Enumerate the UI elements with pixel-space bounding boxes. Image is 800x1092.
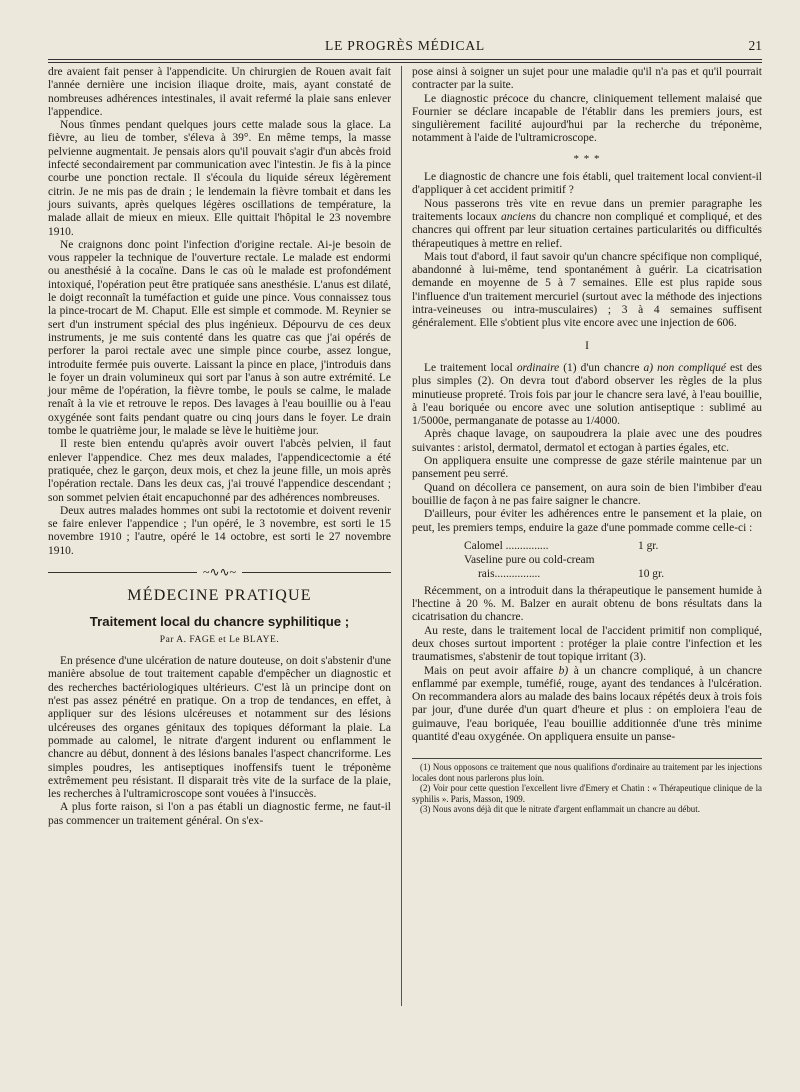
- emphasis: a): [643, 361, 654, 374]
- paragraph: Ne craignons donc point l'infection d'origine rectale. Ai-je besoin de vous rappeler la technique de l'ouverture rectale. Le malade est endormi ou anesthésié à la cocaïne. Dans le cas où le malade est profondément intoxiqué, l'opération peut être pratiquée sans anesthésie. L'anus est dilaté, le doigt reconnaît la tuméfaction et guide une pince. Vous connaissez tous la pince-trocart de M. Chaput. Elle est simple et commode. M. Reynier se sert d'un instrument spécial des plus ingénieux. Dépourvu de ces deux instruments, je me suis contenté dans les quatre cas que j'ai opérés de perforer la paroi rectale avec une simple pince courbe, assez longue, introduite fermée puis ouverte. Laissant la pince en place, j'introduis dans le foyer un drain volumineux qui sort par l'anus à son autre extrémité. Le jour même de l'opération, la fièvre tombe, le pouls se calme, le malade renaît à la vie et retrouve le repos. Des lavages à l'eau bouillie ou à l'eau oxygénée sont faits pendant quatre ou cinq jours dans le foyer. Le drain tombe le quatrième jour, le malade se lève le huitième jour.: [48, 238, 391, 438]
- paragraph: Le diagnostic précoce du chancre, cliniquement tellement malaisé que Fournier se déclare incapable de l'établir dans les premiers jours, est singulièrement facilité aujourd'hui par la recherche du tréponème, notamment à l'aide de l'ultramicroscope.: [412, 92, 762, 145]
- text-run: (1) d'un chancre: [559, 361, 644, 374]
- paragraph: Quand on décollera ce pansement, on aura soin de bien l'imbiber d'eau bouillie de façon à ne pas faire saigner le chancre.: [412, 481, 762, 507]
- ingredient-name: rais................: [478, 567, 541, 580]
- paragraph: [412, 665, 762, 745]
- paragraph: Mais tout d'abord, il faut savoir qu'un chancre spécifique non compliqué, abandonné à lui-même, tend spontanément à guérir. La cicatrisation demande en moyenne de 5 à 7 semaines. Elle est plus rapide sous l'influence d'un traitement mercuriel (surtout avec la méthode des injections intra-veineuses ou intra-musculaires) ; 3 à 4 semaines suffisent généralement. Elle s'obtient plus vite encore avec une injection de 606.: [412, 250, 762, 330]
- ingredient-name: Calomel ...............: [464, 539, 549, 552]
- paragraph: D'ailleurs, pour éviter les adhérences entre le pansement et la plaie, on peut, les premiers temps, enduire la gaze d'une pommade comme celle-ci :: [412, 508, 762, 534]
- formula-row: [464, 553, 762, 567]
- section-title: MÉDECINE PRATIQUE: [127, 587, 312, 605]
- paragraph: On appliquera ensuite une compresse de gaze stérile maintenue par un pansement peu serré.: [412, 455, 762, 481]
- subsection-number: I: [585, 339, 589, 352]
- footnote: (2) Voir pour cette question l'excellent livre d'Emery et Chatin : « Thérapeutique clinique de la syphilis ». Paris, Masson, 1909.: [412, 783, 762, 804]
- text-run: à un chancre compliqué, à un chancre enflammé par exemple, tuméfié, rouge, ayant des tendances à l'ulcération. On recommandera alors au malade des bains locaux répétés deux à trois fois par jour, d'une durée d'un quart d'heure et plus : on emploiera l'eau de guimauve, l'eau boriquée, l'eau bouillie additionnée d'une très minime quantité d'eau oxygénée. On appliquera ensuite un panse-: [412, 664, 762, 744]
- paragraph: Au reste, dans le traitement local de l'accident primitif non compliqué, deux choses surtout importent : protéger la plaie contre l'infection et les traumatismes, s'abstenir de tout topique irritant (3).: [412, 624, 762, 664]
- article-title: Traitement local du chancre syphilitique ;: [89, 613, 350, 629]
- text-run: Le traitement local: [424, 361, 517, 374]
- paragraph: Il reste bien entendu qu'après avoir ouvert l'abcès pelvien, il faut enlever l'appendice. Chez mes deux malades, l'appendicectomie a été pratiquée, chez le garçon, deux mois, et chez la jeune fille, un mois après l'opération rectale. Dans les deux cas, j'ai trouvé l'appendice descendant ; son sommet pelvien était encapuchonné par des adhérences nombreuses.: [48, 438, 391, 504]
- emphasis: ordinaire: [516, 361, 560, 374]
- asterism: * * *: [573, 152, 601, 165]
- paragraph: A plus forte raison, si l'on a pas établi un diagnostic ferme, ne faut-il pas commencer un traitement général. On s'ex-: [48, 801, 391, 827]
- text-run: Mais on peut avoir affaire: [424, 664, 559, 677]
- paragraph: [412, 198, 762, 251]
- emphasis: anciens: [500, 210, 536, 223]
- journal-title: LE PROGRÈS MÉDICAL: [325, 38, 485, 53]
- paragraph: dre avaient fait penser à l'appendicite. Un chirurgien de Rouen avait fait l'année dernière une incision iliaque droite, mais, ayant constaté de nombreuses adhérences intestinales, il avait refermé la plaie sans enlever l'appendice.: [48, 66, 391, 118]
- ingredient-quantity: 10 gr.: [638, 567, 665, 580]
- paragraph: Deux autres malades hommes ont subi la rectotomie et doivent revenir se faire enlever l'appendice ; l'un opéré, le 3 novembre, est sorti le 15 novembre 1910 ; l'autre, opéré le 14 octobre, est sorti le 27 novembre 1910.: [48, 504, 391, 557]
- formula-row: [464, 567, 762, 581]
- ornament-rule: [48, 572, 197, 573]
- right-column: [412, 66, 762, 814]
- footnote: (1) Nous opposons ce traitement que nous qualifions d'ordinaire au traitement par les injections locales dont nous parlerons plus loin.: [412, 762, 762, 783]
- ornament-flourish: ~∿∿~: [202, 564, 237, 579]
- paragraph: Récemment, on a introduit dans la thérapeutique le pansement humide à l'hectine à 20 %. M. Balzer en aurait obtenu de bons résultats dans la cicatrisation du chancre.: [412, 584, 762, 624]
- ingredient-name: Vaseline pure ou cold-cream: [464, 553, 595, 566]
- section-ornament: [48, 566, 391, 579]
- paragraph: Nous tînmes pendant quelques jours cette malade sous la glace. La fièvre, au lieu de tomber, s'éleva à 39°. En même temps, la masse pelvienne augmentait. Je pensais alors qu'il pouvait s'agir d'un abcès froid infecté secondairement par communication avec l'intestin. Je fis à la pince courbe une ponction rectale. Il s'écoula du liquide séreux légèrement citrin. Je ne mis pas de drain ; le lendemain la fièvre tombait et dans les jours suivants, après quelques légères oscillations de température, la malade allait de mieux en mieux. Elle quittait l'hôpital le 23 novembre 1910.: [48, 119, 391, 238]
- text-run: Nous passerons très vite en revue dans un premier paragraphe les traitements locaux: [412, 197, 762, 223]
- page-number: 21: [748, 38, 762, 53]
- paragraph: En présence d'une ulcération de nature douteuse, on doit s'abstenir d'une manière absolue de tout traitement capable d'empêcher un diagnostic et des recherches bactériologiques ultérieurs. C'est là un principe dont on n'est pas assez pénétré en pratique. On a trop de tendances, en effet, à appliquer sur des lésions ulcéreuses et notamment sur des lésions ulcéreuses des organes génitaux des topiques déformant la plaie. La pommade au calomel, le nitrate d'argent indurent ou enflamment le chancre au début, donnent à des lésions banales l'aspect chancriforme. Les simples poudres, les antiseptiques inoffensifs tuent le tréponème extrêmement peu résistant. Il disparait très vite de la surface de la plaie, les recherches à l'ultramicroscope sont vouées à l'insuccès.: [48, 655, 391, 801]
- emphasis: non compliqué: [653, 361, 726, 374]
- paragraph: [412, 362, 762, 428]
- paragraph: Le diagnostic de chancre une fois établi, quel traitement local convient-il d'appliquer à cet accident primitif ?: [412, 171, 762, 197]
- header-rule: [48, 59, 762, 63]
- footnotes: [412, 758, 762, 814]
- page-header: [48, 38, 762, 58]
- byline: Par A. FAGE et Le BLAYE.: [159, 634, 280, 645]
- paragraph: Après chaque lavage, on saupoudrera la plaie avec une des poudres suivantes : aristol, dermatol, dermatol et ectogan à parties égales, etc.: [412, 428, 762, 454]
- footnote: (3) Nous avons déjà dit que le nitrate d'argent enflammait un chancre au début.: [420, 803, 700, 814]
- ornament-rule: [242, 572, 391, 573]
- column-divider: [401, 66, 402, 1006]
- emphasis: b): [558, 664, 569, 677]
- prescription-formula: [464, 539, 762, 581]
- ingredient-quantity: 1 gr.: [638, 539, 659, 552]
- left-column: [48, 66, 391, 828]
- text-run: est des plus simples (2). On devra tout d'abord observer les règles de la plus minutieuse propreté. Trois fois par jour le chancre sera lavé, à l'eau bouillie, à l'eau boriquée ou encore avec une solution antiseptique : sublimé au 1/5000e, permanganate de potasse au 1/4000.: [412, 361, 762, 428]
- text-run: du chancre non compliqué et compliqué, et des chancres qui offrent par leur situation certaines particularités ou difficultés thérapeutiques à mettre en relief.: [412, 210, 762, 250]
- paragraph: pose ainsi à soigner un sujet pour une maladie qu'il n'a pas et qu'il pourrait contracter par la suite.: [412, 66, 762, 92]
- formula-row: [464, 539, 762, 553]
